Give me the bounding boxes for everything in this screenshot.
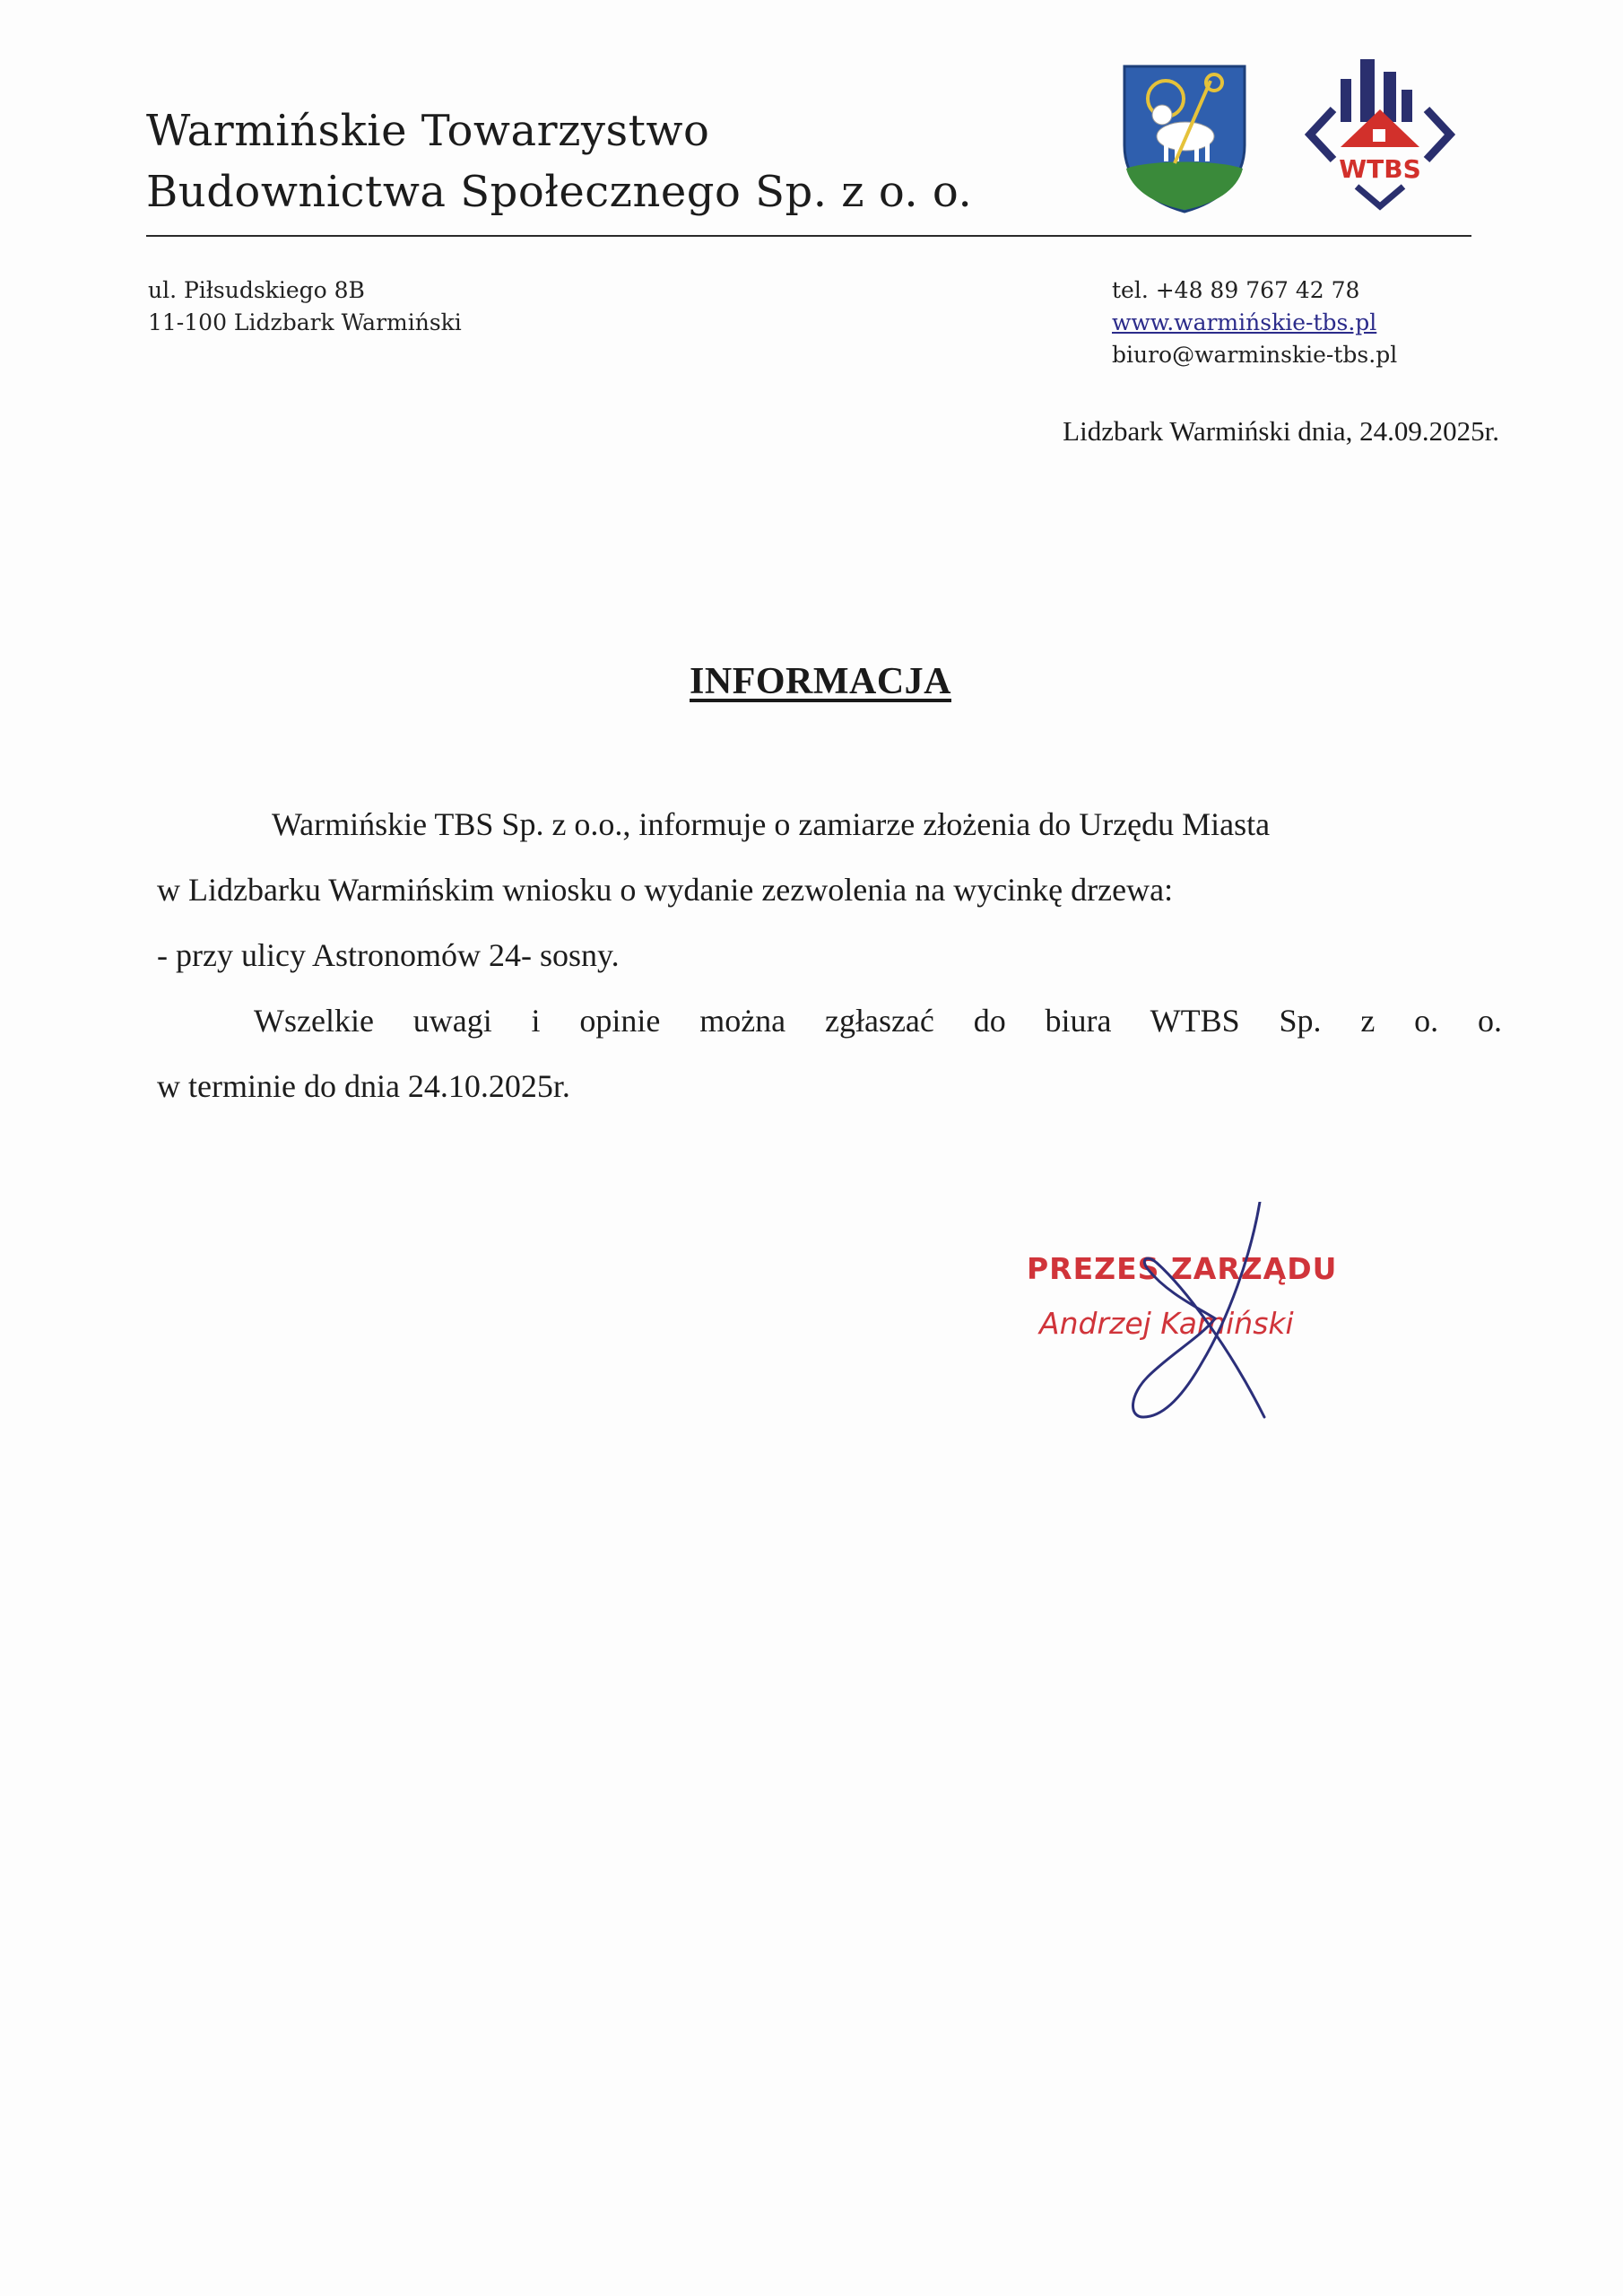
document-date: Lidzbark Warmiński dnia, 24.09.2025r. — [1063, 415, 1499, 447]
company-name — [146, 100, 972, 222]
crest-logo-icon — [1121, 63, 1248, 215]
address-block — [148, 274, 462, 339]
wtbs-logo-icon — [1305, 54, 1455, 211]
stamp-title: PREZES ZARZĄDU — [1027, 1251, 1338, 1286]
header-divider — [146, 235, 1471, 237]
contact-email: biuro@warminskie-tbs.pl — [1112, 342, 1398, 368]
body-line: - przy ulicy Astronomów 24- sosny. — [157, 937, 620, 973]
address-street: ul. Piłsudskiego 8B — [148, 277, 365, 303]
company-name-line2: Budownictwa Społecznego Sp. z o. o. — [146, 167, 973, 217]
body-line: Warmińskie TBS Sp. z o.o., informuje o zamiarze złożenia do Urzędu Miasta — [272, 806, 1271, 842]
document-title: INFORMACJA — [690, 661, 951, 702]
company-name-line1: Warmińskie Towarzystwo — [146, 106, 710, 156]
stamp-name: Andrzej Kamiński — [1039, 1306, 1294, 1341]
handwritten-signature — [1058, 1202, 1300, 1435]
wtbs-logo-text: WTBS — [1339, 154, 1421, 184]
address-city: 11-100 Lidzbark Warmiński — [148, 309, 462, 335]
contact-block — [1112, 274, 1397, 371]
contact-phone: tel. +48 89 767 42 78 — [1112, 277, 1360, 303]
body-line: w Lidzbarku Warmińskim wniosku o wydanie zezwolenia na wycinkę drzewa: — [157, 872, 1174, 908]
body-line: w terminie do dnia 24.10.2025r. — [157, 1068, 570, 1104]
contact-website-link[interactable]: www.warmińskie-tbs.pl — [1112, 309, 1377, 335]
body-line: Wszelkie uwagi i opinie można zgłaszać do biura WTBS Sp. z o. o. — [254, 1003, 1502, 1039]
document-body — [157, 792, 1502, 1119]
